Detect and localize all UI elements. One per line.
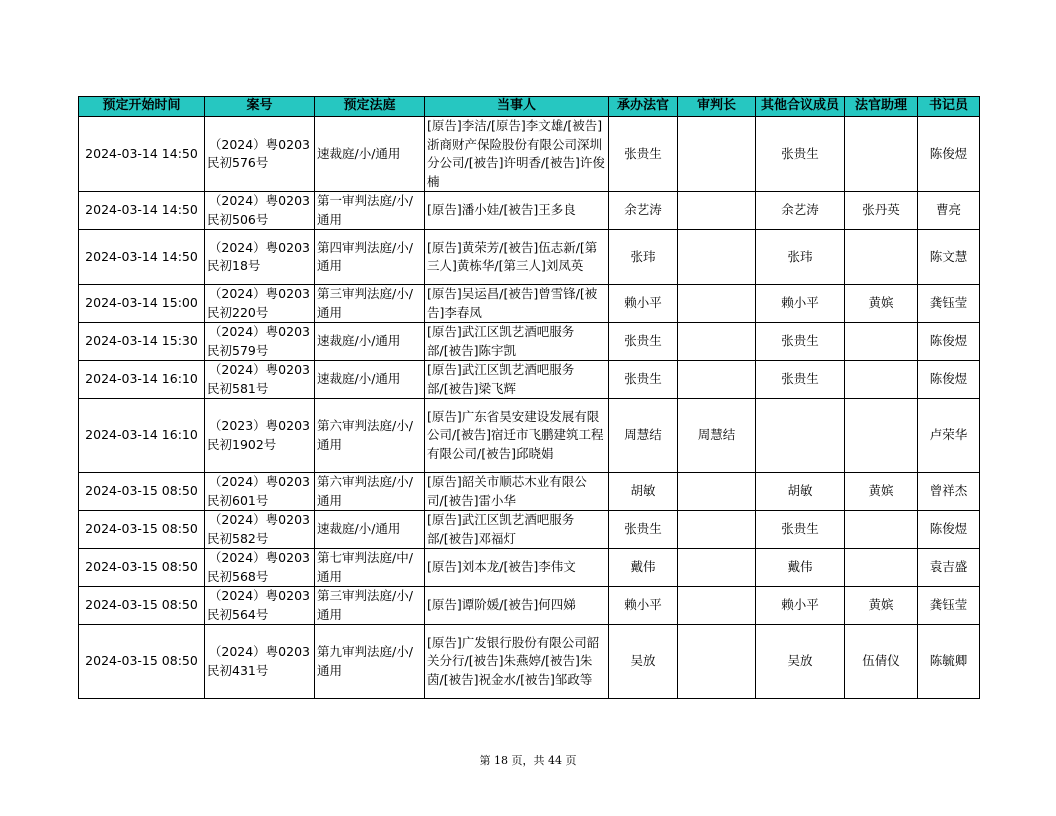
cell-clerk: 卢荣华 — [918, 399, 980, 473]
cell-panel-members: 张贵生 — [756, 511, 845, 549]
cell-panel-members: 张玮 — [756, 230, 845, 285]
cell-court: 第七审判法庭/中/通用 — [315, 549, 425, 587]
case-number-line1: （2024）粤0203 — [208, 588, 310, 603]
cell-clerk: 龚钰莹 — [918, 587, 980, 625]
case-number-line1: （2024）粤0203 — [208, 362, 310, 377]
cell-case-number — [205, 192, 315, 230]
cell-judge: 周慧结 — [609, 399, 678, 473]
table-row — [79, 625, 980, 699]
cell-panel-members: 赖小平 — [756, 587, 845, 625]
table-row — [79, 587, 980, 625]
page-footer: 第 18 页，共 44 页 — [479, 754, 577, 767]
table-row — [79, 323, 980, 361]
cell-start-time: 2024-03-15 08:50 — [79, 473, 205, 511]
cell-court: 速裁庭/小/通用 — [315, 361, 425, 399]
case-number-line2: 民初506号 — [207, 211, 269, 227]
cell-start-time: 2024-03-15 08:50 — [79, 549, 205, 587]
cell-panel-members: 胡敏 — [756, 473, 845, 511]
case-number-line1: （2024）粤0203 — [208, 324, 310, 339]
cell-assistant — [845, 361, 918, 399]
hearing-schedule-table — [78, 96, 980, 699]
cell-judge: 张贵生 — [609, 511, 678, 549]
cell-assistant: 伍倩仪 — [845, 625, 918, 699]
cell-assistant — [845, 230, 918, 285]
cell-presiding-judge — [678, 230, 756, 285]
cell-court: 速裁庭/小/通用 — [315, 511, 425, 549]
cell-parties: [原告]潘小娃/[被告]王多良 — [425, 192, 609, 230]
table-row — [79, 285, 980, 323]
cell-assistant — [845, 511, 918, 549]
table-row — [79, 473, 980, 511]
cell-panel-members: 戴伟 — [756, 549, 845, 587]
cell-start-time: 2024-03-14 15:30 — [79, 323, 205, 361]
cell-panel-members: 张贵生 — [756, 361, 845, 399]
header-court: 预定法庭 — [315, 97, 425, 117]
cell-presiding-judge — [678, 117, 756, 192]
cell-judge: 胡敏 — [609, 473, 678, 511]
cell-clerk: 陈俊煜 — [918, 361, 980, 399]
cell-clerk: 陈俊煜 — [918, 323, 980, 361]
cell-start-time: 2024-03-14 15:00 — [79, 285, 205, 323]
case-number-line1: （2024）粤0203 — [208, 193, 310, 208]
case-number-line2: 民初1902号 — [207, 436, 277, 452]
cell-judge: 张贵生 — [609, 117, 678, 192]
cell-presiding-judge — [678, 587, 756, 625]
cell-court: 第四审判法庭/小/通用 — [315, 230, 425, 285]
header-presiding-judge: 审判长 — [678, 97, 756, 117]
case-number-line1: （2024）粤0203 — [208, 512, 310, 527]
cell-clerk: 龚钰莹 — [918, 285, 980, 323]
table-row — [79, 230, 980, 285]
header-panel-members: 其他合议成员 — [756, 97, 845, 117]
cell-presiding-judge — [678, 361, 756, 399]
cell-court: 速裁庭/小/通用 — [315, 117, 425, 192]
header-parties: 当事人 — [425, 97, 609, 117]
cell-presiding-judge — [678, 549, 756, 587]
table-header-row — [79, 97, 980, 117]
cell-case-number — [205, 587, 315, 625]
cell-court: 第六审判法庭/小/通用 — [315, 399, 425, 473]
cell-case-number — [205, 625, 315, 699]
cell-case-number — [205, 323, 315, 361]
cell-parties: [原告]谭阶媛/[被告]何四娣 — [425, 587, 609, 625]
cell-presiding-judge — [678, 625, 756, 699]
cell-court: 第六审判法庭/小/通用 — [315, 473, 425, 511]
cell-assistant — [845, 549, 918, 587]
cell-parties: [原告]武江区凯艺酒吧服务部/[被告]邓福灯 — [425, 511, 609, 549]
cell-panel-members — [756, 399, 845, 473]
cell-assistant — [845, 323, 918, 361]
cell-court: 第九审判法庭/小/通用 — [315, 625, 425, 699]
cell-parties: [原告]广东省昊安建设发展有限公司/[被告]宿迁市飞鹏建筑工程有限公司/[被告]邱晓娟 — [425, 399, 609, 473]
cell-parties: [原告]武江区凯艺酒吧服务部/[被告]梁飞辉 — [425, 361, 609, 399]
cell-clerk: 袁吉盛 — [918, 549, 980, 587]
table-row — [79, 399, 980, 473]
case-number-line2: 民初601号 — [207, 492, 269, 508]
cell-assistant: 黄嫔 — [845, 285, 918, 323]
cell-presiding-judge — [678, 473, 756, 511]
cell-case-number — [205, 399, 315, 473]
case-number-line2: 民初576号 — [207, 155, 269, 170]
cell-assistant: 黄嫔 — [845, 473, 918, 511]
case-number-line2: 民初220号 — [207, 304, 269, 320]
cell-panel-members: 吴放 — [756, 625, 845, 699]
case-number-line1: （2024）粤0203 — [208, 136, 310, 152]
cell-case-number — [205, 549, 315, 587]
header-start-time: 预定开始时间 — [79, 97, 205, 117]
cell-clerk: 陈俊煜 — [918, 117, 980, 192]
cell-assistant — [845, 399, 918, 473]
cell-panel-members: 赖小平 — [756, 285, 845, 323]
cell-judge: 张贵生 — [609, 361, 678, 399]
case-number-line2: 民初18号 — [207, 258, 261, 273]
cell-case-number — [205, 361, 315, 399]
cell-case-number — [205, 473, 315, 511]
cell-parties: [原告]李洁/[原告]李文雄/[被告]浙商财产保险股份有限公司深圳分公司/[被告]许明香/[被告]许俊楠 — [425, 117, 609, 192]
case-number-line1: （2023）粤0203 — [208, 418, 310, 433]
cell-parties: [原告]韶关市顺芯木业有限公司/[被告]雷小华 — [425, 473, 609, 511]
case-number-line2: 民初582号 — [207, 530, 269, 546]
cell-parties: [原告]刘本龙/[被告]李伟文 — [425, 549, 609, 587]
cell-presiding-judge — [678, 285, 756, 323]
cell-clerk: 曾祥杰 — [918, 473, 980, 511]
table-row — [79, 511, 980, 549]
case-number-line1: （2024）粤0203 — [208, 286, 310, 301]
cell-start-time: 2024-03-14 14:50 — [79, 117, 205, 192]
cell-clerk: 曹亮 — [918, 192, 980, 230]
table-row — [79, 117, 980, 192]
cell-panel-members: 张贵生 — [756, 117, 845, 192]
cell-parties: [原告]黄荣芳/[被告]伍志新/[第三人]黄栋华/[第三人]刘凤英 — [425, 230, 609, 285]
table-row — [79, 192, 980, 230]
cell-clerk: 陈文慧 — [918, 230, 980, 285]
cell-start-time: 2024-03-15 08:50 — [79, 625, 205, 699]
cell-case-number — [205, 117, 315, 192]
cell-judge: 张玮 — [609, 230, 678, 285]
header-clerk: 书记员 — [918, 97, 980, 117]
case-number-line2: 民初579号 — [207, 342, 269, 358]
cell-assistant — [845, 117, 918, 192]
table-body — [79, 117, 980, 699]
cell-parties: [原告]广发银行股份有限公司韶关分行/[被告]朱燕婷/[被告]朱茵/[被告]祝金水/[被告]邹政等 — [425, 625, 609, 699]
case-number-line2: 民初564号 — [207, 606, 269, 622]
cell-case-number — [205, 511, 315, 549]
case-number-line1: （2024）粤0203 — [208, 550, 310, 565]
header-assistant: 法官助理 — [845, 97, 918, 117]
table-row — [79, 361, 980, 399]
case-number-line1: （2024）粤0203 — [208, 239, 310, 255]
case-number-line2: 民初431号 — [207, 662, 269, 678]
cell-presiding-judge — [678, 511, 756, 549]
table-row — [79, 549, 980, 587]
cell-judge: 赖小平 — [609, 285, 678, 323]
cell-start-time: 2024-03-14 14:50 — [79, 230, 205, 285]
cell-parties: [原告]武江区凯艺酒吧服务部/[被告]陈宇凯 — [425, 323, 609, 361]
cell-panel-members: 张贵生 — [756, 323, 845, 361]
cell-start-time: 2024-03-14 16:10 — [79, 361, 205, 399]
cell-case-number — [205, 285, 315, 323]
cell-parties: [原告]吴运昌/[被告]曾雪锋/[被告]李春凤 — [425, 285, 609, 323]
cell-court: 第一审判法庭/小/通用 — [315, 192, 425, 230]
header-case-number: 案号 — [205, 97, 315, 117]
cell-court: 速裁庭/小/通用 — [315, 323, 425, 361]
cell-court: 第三审判法庭/小/通用 — [315, 285, 425, 323]
cell-clerk: 陈俊煜 — [918, 511, 980, 549]
cell-presiding-judge — [678, 323, 756, 361]
cell-presiding-judge: 周慧结 — [678, 399, 756, 473]
cell-assistant: 黄嫔 — [845, 587, 918, 625]
cell-start-time: 2024-03-15 08:50 — [79, 511, 205, 549]
cell-judge: 余艺涛 — [609, 192, 678, 230]
case-number-line2: 民初568号 — [207, 568, 269, 584]
cell-start-time: 2024-03-14 16:10 — [79, 399, 205, 473]
cell-judge: 戴伟 — [609, 549, 678, 587]
cell-start-time: 2024-03-14 14:50 — [79, 192, 205, 230]
cell-clerk: 陈毓卿 — [918, 625, 980, 699]
case-number-line1: （2024）粤0203 — [208, 644, 310, 659]
cell-panel-members: 余艺涛 — [756, 192, 845, 230]
cell-judge: 赖小平 — [609, 587, 678, 625]
cell-assistant: 张丹英 — [845, 192, 918, 230]
cell-case-number — [205, 230, 315, 285]
cell-judge: 张贵生 — [609, 323, 678, 361]
cell-presiding-judge — [678, 192, 756, 230]
cell-judge: 吴放 — [609, 625, 678, 699]
case-number-line2: 民初581号 — [207, 380, 269, 396]
header-judge: 承办法官 — [609, 97, 678, 117]
cell-court: 第三审判法庭/小/通用 — [315, 587, 425, 625]
cell-start-time: 2024-03-15 08:50 — [79, 587, 205, 625]
case-number-line1: （2024）粤0203 — [208, 474, 310, 489]
